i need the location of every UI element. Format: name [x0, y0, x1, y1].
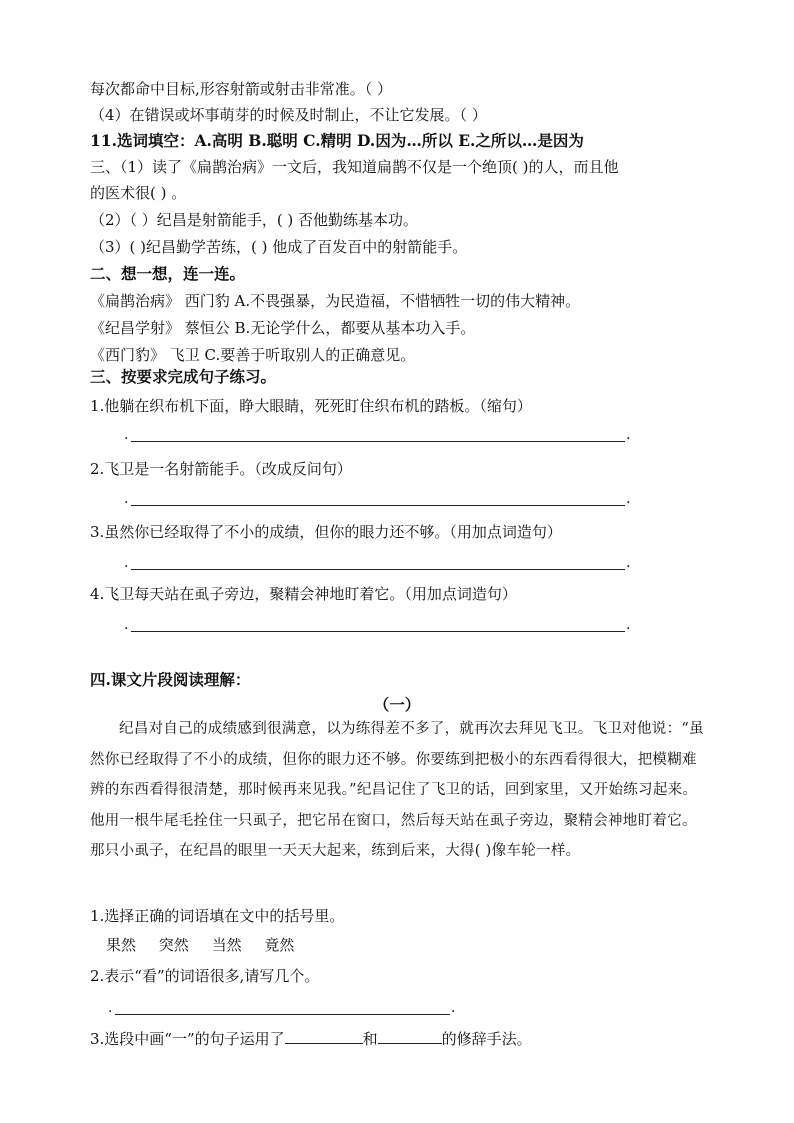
- word-option-1: 果然: [106, 936, 137, 954]
- reading-question-3-end: 的修辞手法。: [441, 1030, 532, 1048]
- word-options: [106, 935, 312, 955]
- reading-question-2: 2.表示“看”的词语很多,请写几个。: [90, 967, 320, 985]
- word-option-3: 当然: [211, 936, 242, 954]
- question-11-heading: 11.选词填空：A.高明 B.聪明 C.精明 D.因为…所以 E.之所以…是因为: [90, 131, 584, 150]
- fill-question-3: （3）( )纪昌勤学苦练，( ) 他成了百发百中的射箭能手。: [90, 238, 468, 256]
- sentence-question-4: 4.飞卫每天站在虱子旁边，聚精会神地盯着它。（用加点词造句）: [90, 585, 517, 603]
- section-connect-heading: 二、想一想，连一连。: [90, 264, 246, 283]
- answer-line-2[interactable]: [131, 505, 625, 506]
- match-row-2: 《纪昌学射》 蔡恒公 B.无论学什么，都要从基本功入手。: [90, 319, 476, 337]
- answer-dot-2b: .: [626, 491, 631, 507]
- answer-line-r2[interactable]: [115, 1014, 450, 1015]
- reading-question-1: 1.选择正确的词语填在文中的括号里。: [90, 907, 345, 925]
- reading-question-3-mid: 和: [362, 1030, 378, 1048]
- answer-dot-r2b: .: [451, 1000, 456, 1016]
- match-row-3: 《西门豹》 飞卫 C.要善于听取别人的正确意见。: [90, 346, 416, 364]
- reading-passage: [90, 714, 710, 867]
- section-reading-heading: 四.课文片段阅读理解：: [90, 670, 251, 689]
- sentence-question-1: 1.他躺在织布机下面，睁大眼睛，死死盯住织布机的踏板。（缩句）: [90, 397, 532, 415]
- reading-question-3-start: 3.选段中画“一”的句子运用了: [90, 1030, 285, 1048]
- sentence-question-3: 3.虽然你已经取得了不小的成绩，但你的眼力还不够。（用加点词造句）: [90, 523, 562, 541]
- passage-title: （一）: [373, 695, 421, 714]
- rhetoric-blank-1[interactable]: [285, 1029, 363, 1044]
- reading-question-3: [90, 1029, 532, 1049]
- answer-dot-4a: .: [124, 617, 129, 633]
- question-4-line: （4）在错误或坏事萌芽的时候及时制止，不让它发展。（ ）: [90, 106, 487, 124]
- fill-question-1a: 三、（1）读了《扁鹊治病》一文后，我知道扁鹊不仅是一个绝顶( )的人，而且他: [90, 158, 619, 176]
- word-option-4: 竟然: [264, 936, 295, 954]
- answer-dot-1b: .: [626, 427, 631, 443]
- fill-question-1b: 的医术很( ) 。: [90, 184, 187, 202]
- sentence-question-2: 2.飞卫是一名射箭能手。（改成反问句）: [90, 460, 352, 478]
- answer-line-3[interactable]: [131, 569, 625, 570]
- passage-text: 纪昌对自己的成绩感到很满意，以为练得差不多了，就再次去拜见飞卫。飞卫对他说：“虽然你已经取得了不小的成绩，但你的眼力还不够。你要练到把极小的东西看得很大，把模糊难辨的东西看得很清楚，那时候再来见我。”纪昌记住了飞卫的话，回到家里，又开始练习起来。他用一根牛尾毛拴住一只虱子，把它吊在窗口，然后每天站在虱子旁边，聚精会神地盯着它。那只小虱子，在纪昌的眼里一天天大起来，练到后来，大得( )像车轮一样。: [90, 721, 704, 859]
- text-line-1: 每次都命中目标,形容射箭或射击非常准。（ ）: [90, 80, 393, 98]
- answer-line-4[interactable]: [131, 631, 625, 632]
- answer-dot-r2a: .: [108, 1000, 113, 1016]
- answer-dot-4b: .: [626, 617, 631, 633]
- rhetoric-blank-2[interactable]: [378, 1029, 442, 1044]
- answer-line-1[interactable]: [131, 441, 625, 442]
- answer-dot-1a: .: [124, 427, 129, 443]
- word-option-2: 突然: [158, 936, 189, 954]
- answer-dot-3b: .: [626, 555, 631, 571]
- answer-dot-2a: .: [124, 491, 129, 507]
- match-row-1: 《扁鹊治病》 西门豹 A.不畏强暴，为民造福，不惜牺牲一切的伟大精神。: [90, 292, 581, 310]
- fill-question-2: （2）（ ）纪昌是射箭能手，( ) 否他勤练基本功。: [90, 211, 419, 229]
- section-sentence-heading: 三、按要求完成句子练习。: [90, 367, 277, 386]
- answer-dot-3a: .: [124, 555, 129, 571]
